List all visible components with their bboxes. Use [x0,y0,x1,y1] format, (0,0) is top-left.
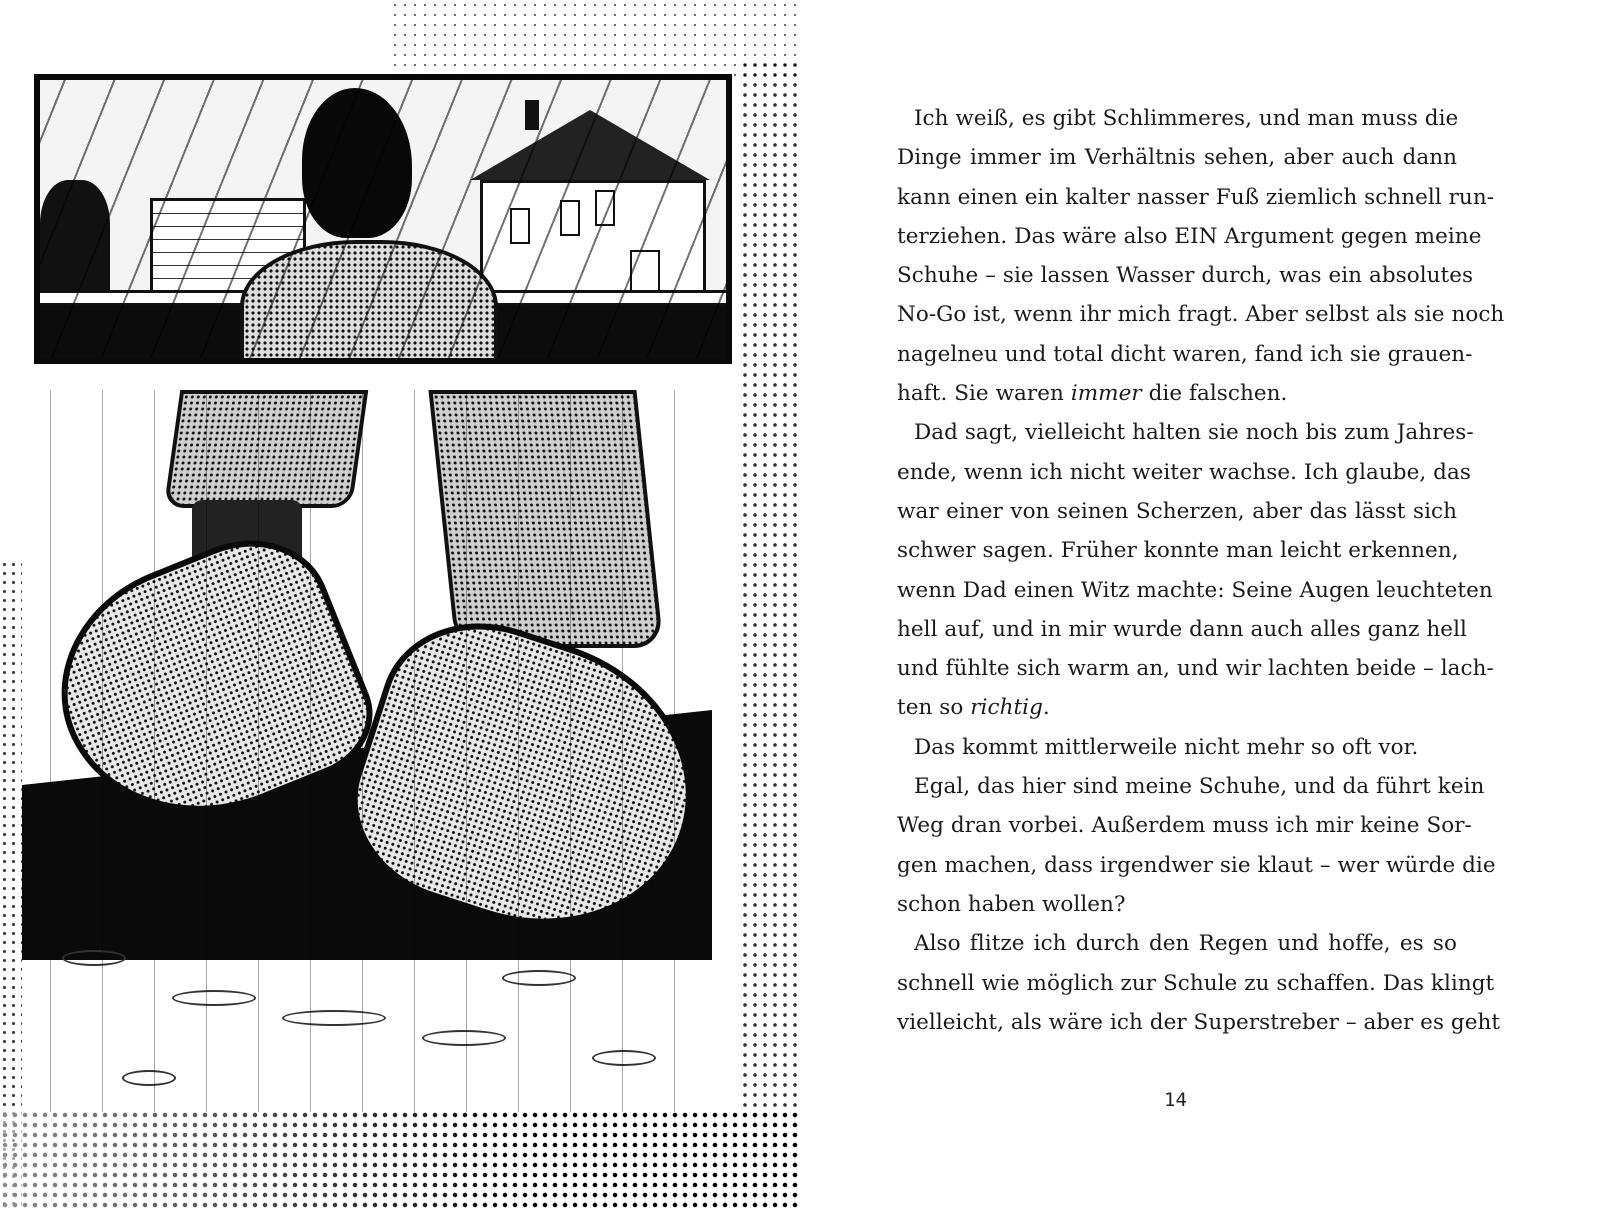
comic-panel-shoes-in-rain [22,390,712,1112]
halftone-texture [740,60,800,1211]
paragraph: Also flitze ich durch den Regen und hoffe, es so schnell wie möglich zur Schule zu schaffen. Das klingt vielleicht, als wäre ich der Superstreber – aber es geht [897,931,1501,1035]
emphasis: richtig [970,695,1043,721]
paragraph: Das kommt mittlerweile nicht mehr so oft vor. [914,734,1419,760]
paragraph: Dad sagt, vielleicht halten sie noch bis zum Jahres- ende, wenn ich nicht weiter wachse. Ich glaube, das war einer von seinen Scherzen, aber das lässt sich schwer sagen. Früher konnte man leicht erkennen, wenn Dad einen Witz machte: Seine Augen leuchteten hell auf, und in mir wurde dann auch alles ganz hell und fühlte sich warm an, und wir lachten beide – lach- ten so richtig. [897,420,1494,721]
paragraph: Ich weiß, es gibt Schlimmeres, und man muss die Dinge immer im Verhältnis sehen, aber auch dann kann einen ein kalter nasser Fuß ziemlich schnell run- terziehen. Das wäre also EIN Argument gegen meine Schuhe – sie lassen Wasser durch, was ein absolutes No-Go ist, wenn ihr mich fragt. Aber selbst als sie noch nagelneu und total dicht waren, fand ich sie grauen- haft. Sie waren immer die falschen. [897,106,1505,407]
rain-streaks [40,80,726,358]
halftone-texture [390,0,800,80]
rain-streaks [22,390,712,1112]
body-text [897,99,1505,1042]
page-number: 14 [1164,1089,1187,1111]
paragraph: Egal, das hier sind meine Schuhe, und da führt kein Weg dran vorbei. Außerdem muss ich mir keine Sor- gen machen, dass irgendwer sie klaut – wer würde die schon haben wollen? [897,774,1496,917]
emphasis: immer [1070,381,1142,407]
comic-panel-boy-in-rain [34,74,732,364]
